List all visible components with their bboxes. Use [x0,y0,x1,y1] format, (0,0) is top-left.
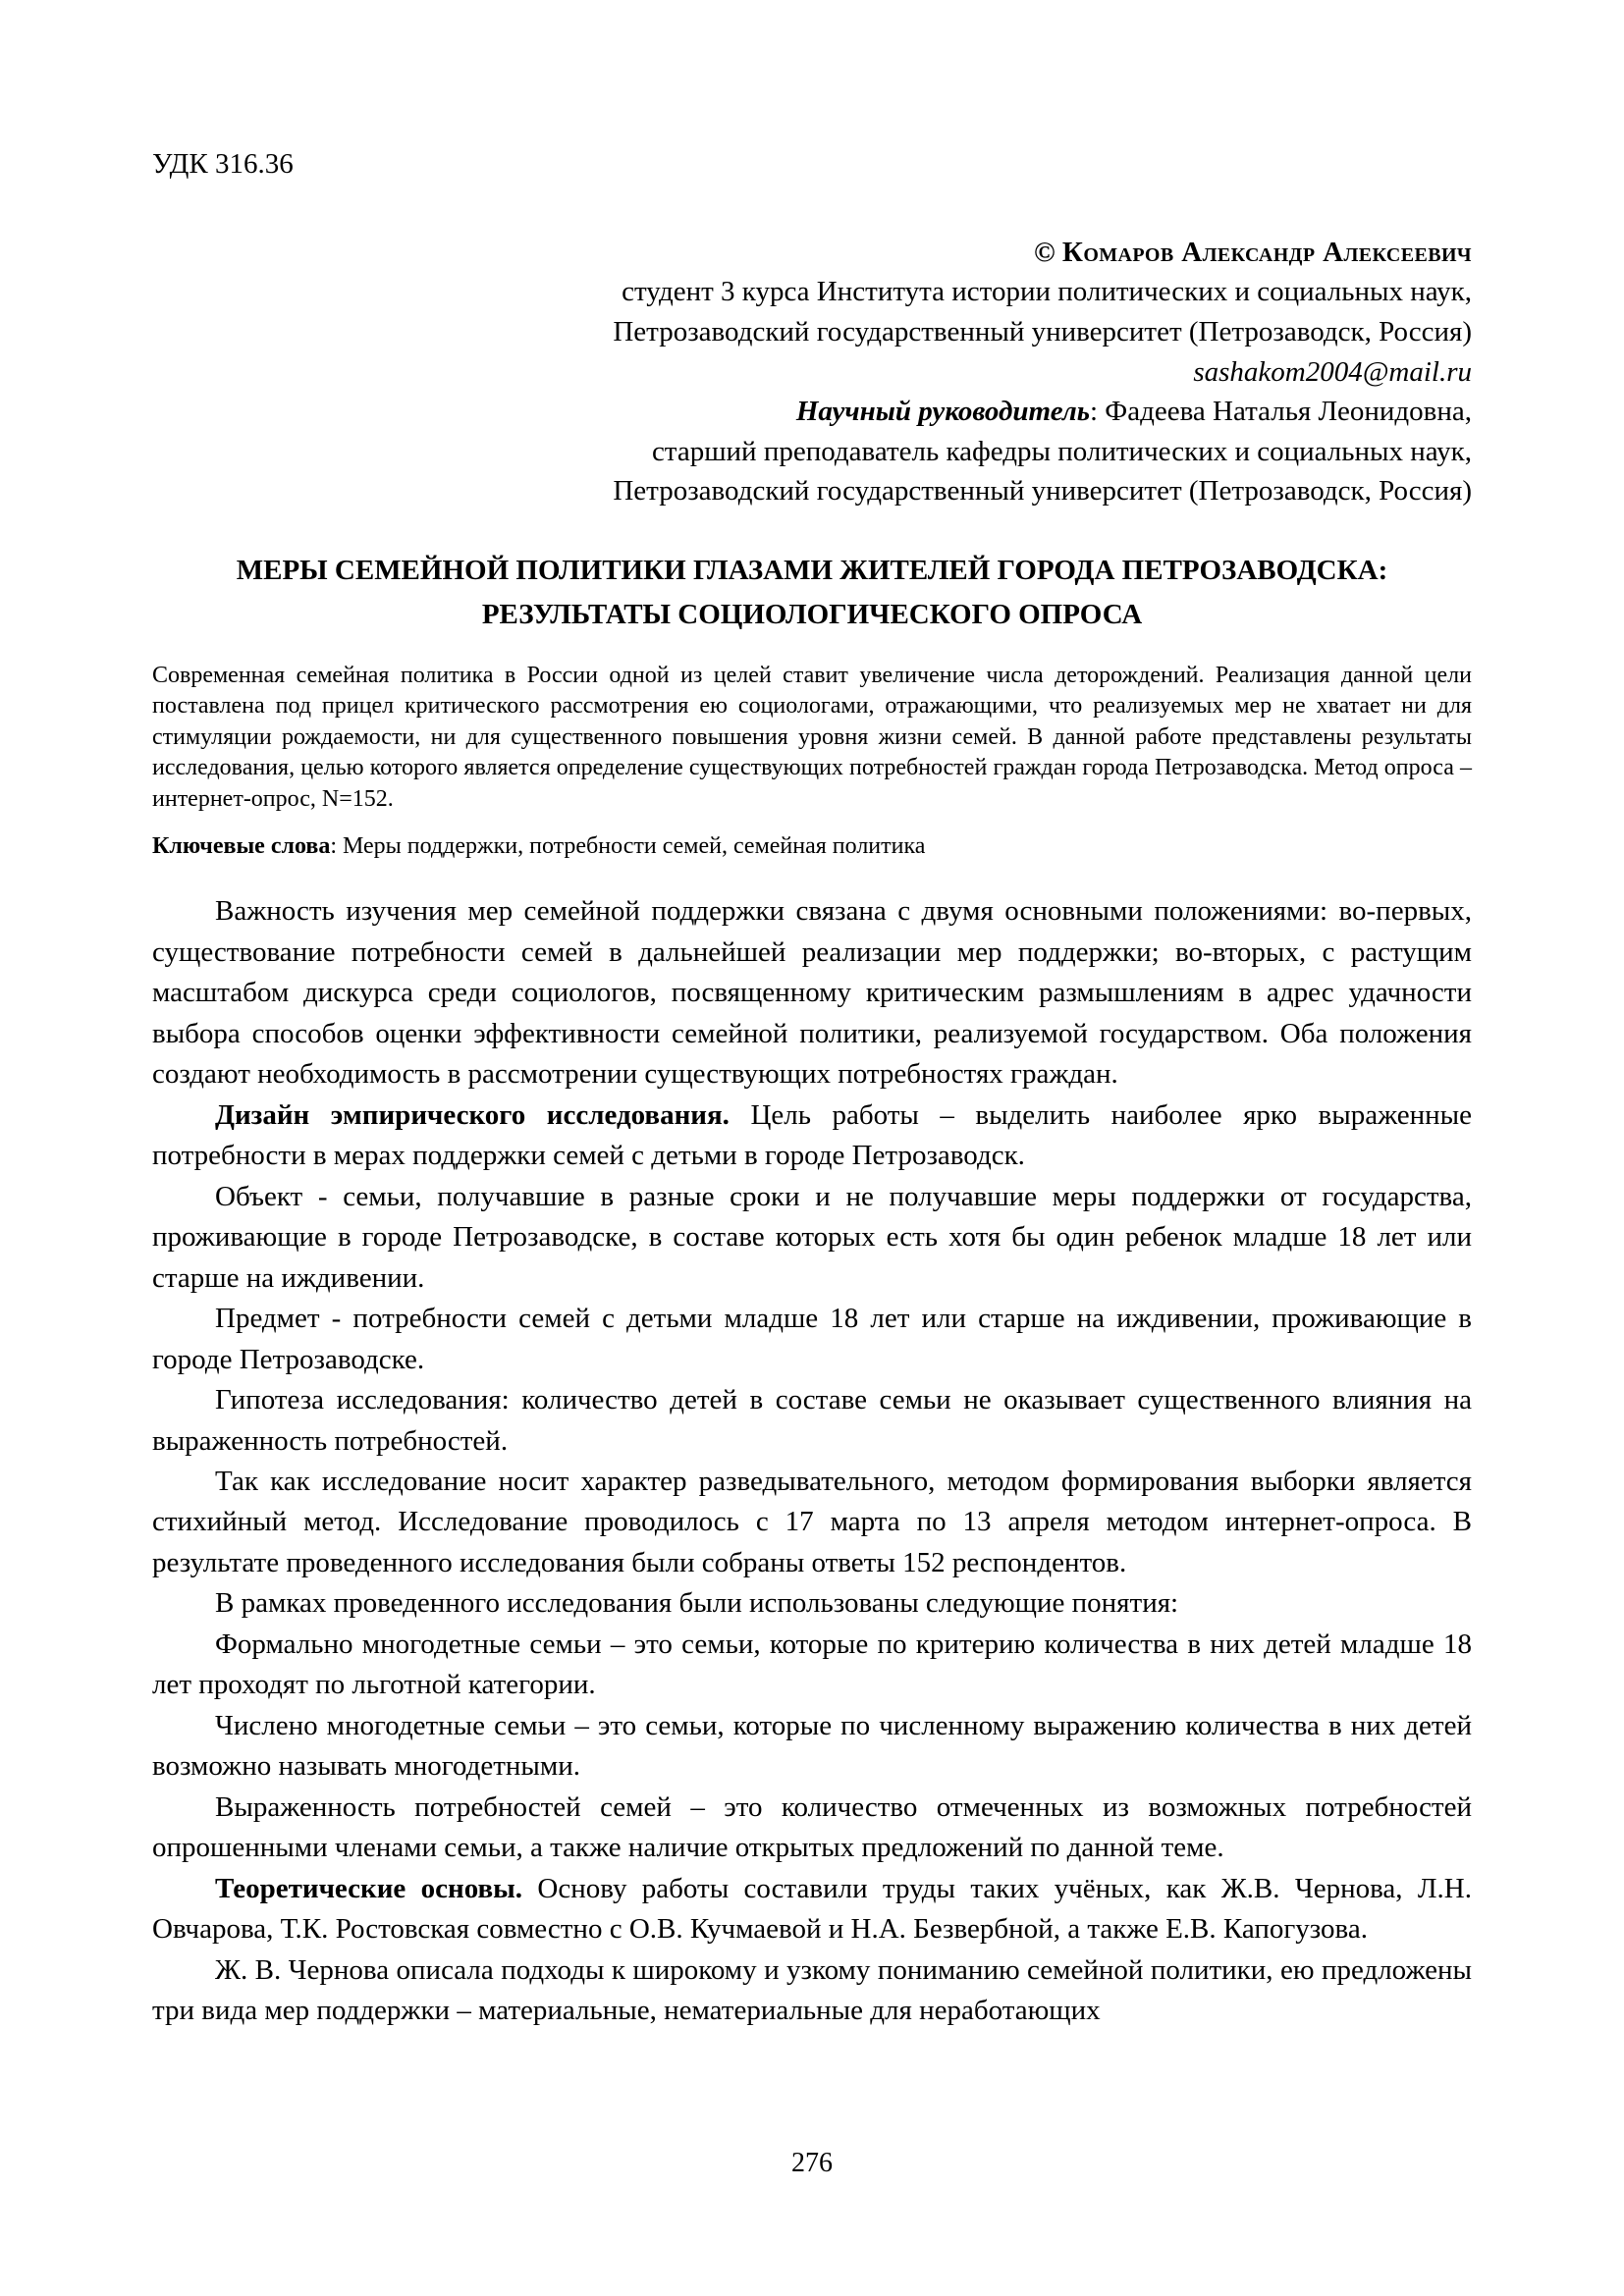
body-paragraph [152,891,1472,1095]
udc-code: УДК 316.36 [152,148,294,180]
paragraph-text: Формально многодетные семьи – это семьи, которые по критерию количества в них детей младше 18 лет проходят по льготной категории. [152,1628,1472,1701]
body-paragraph [152,1299,1472,1380]
paragraph-text: Цель работы – выделить наиболее ярко выраженные потребности в мерах поддержки семей с детьми в городе Петрозаводск. [152,1098,1473,1172]
paragraph-text: В рамках проведенного исследования были использованы следующие понятия: [215,1587,1179,1620]
paragraph-text: Основу работы составили труды таких учёных, как Ж.В. Чернова, Л.Н. Овчарова, Т.К. Ростовская совместно с О.В. Кучмаевой и Н.А. Безвербной, а также Е.В. Капогузова. [152,1872,1472,1946]
body-paragraph [152,1706,1472,1788]
body-paragraph [152,1462,1472,1583]
supervisor-line [152,392,1472,432]
body-paragraph [152,1869,1472,1950]
paragraph-text: Ж. В. Чернова описала подходы к широкому и узкому пониманию семейной политики, ею предложены три вида мер поддержки – материальные, нематериальные для неработающих [152,1953,1472,2027]
keywords-line [152,831,1472,862]
body-paragraph [152,1583,1472,1624]
author-affiliation-line-1: студент 3 курса Института истории политических и социальных наук, [622,276,1472,308]
paragraph-text: Важность изучения мер семейной поддержки связана с двумя основными положениями: во-первых, существование потребности семей в дальнейшей реализации мер поддержки; во-вторых, с растущим масштабом дискурса среди социологов, посвященному критическим размышлениям в адрес удачности выбора способов оценки эффективности семейной политики, реализуемой государством. Оба положения создают необходимость в рассмотрении существующих потребностях граждан. [152,895,1472,1091]
page-content [152,0,1472,2032]
author-name-line [152,233,1472,273]
copyright-symbol: © [1033,236,1062,268]
author-name: Комаров Александр Алексеевич [1061,236,1472,268]
paragraph-text: Объект - семьи, получавшие в разные сроки и не получавшие меры поддержки от государства, проживающие в городе Петрозаводске, в составе которых есть хотя бы один ребенок младше 18 лет или старше на иждивении. [152,1180,1472,1294]
body-paragraph [152,1788,1472,1869]
paragraph-text: Выраженность потребностей семей – это количество отмеченных из возможных потребностей опрошенными членами семьи, а также наличие открытых предложений по данной теме. [152,1790,1472,1864]
page-number: 276 [791,2148,833,2178]
supervisor-label: Научный руководитель [795,396,1090,428]
author-email: sashakom2004@mail.ru [1193,355,1472,388]
paragraph-lead: Дизайн эмпирического исследования. [215,1098,730,1131]
article-title: МЕРЫ СЕМЕЙНОЙ ПОЛИТИКИ ГЛАЗАМИ ЖИТЕЛЕЙ ГОРОДА ПЕТРОЗАВОДСКА: РЕЗУЛЬТАТЫ СОЦИОЛОГИЧЕСКОГО ОПРОСА [236,554,1388,630]
paragraph-text: Числено многодетные семьи – это семьи, которые по численному выражению количества в них детей возможно называть многодетными. [152,1709,1472,1783]
abstract-text: Современная семейная политика в России одной из целей ставит увеличение числа деторождений. Реализация данной цели поставлена под прицел критического рассмотрения ею социологами, отражающими, что реализуемых мер не хватает ни для стимуляции рождаемости, ни для существенного повышения уровня жизни семей. В данной работе представлены результаты исследования, целью которого является определение существующих потребностей граждан города Петрозаводска. Метод опроса – интернет-опрос, N=152. [152,662,1472,812]
paragraph-lead: Теоретические основы. [215,1872,523,1904]
supervisor-affiliation-line-2: Петрозаводский государственный университет (Петрозаводск, Россия) [613,475,1472,507]
paragraph-text: Так как исследование носит характер разведывательного, методом формирования выборки является стихийный метод. Исследование проводилось с 17 марта по 13 апреля методом интернет-опроса. В результате проведенного исследования были собраны ответы 152 респондентов. [152,1466,1472,1578]
paragraph-text: Гипотеза исследования: количество детей в составе семьи не оказывает существенного влияния на выраженность потребностей. [152,1384,1472,1457]
paragraph-text: Предмет - потребности семей с детьми младше 18 лет или старше на иждивении, проживающие в городе Петрозаводске. [152,1303,1472,1375]
keywords-label: Ключевые слова [152,833,331,860]
article-body [152,891,1472,2031]
author-block [152,233,1472,511]
supervisor-affiliation-line-1: старший преподаватель кафедры политических и социальных наук, [651,435,1472,467]
keywords-list: : Меры поддержки, потребности семей, семейная политика [330,833,926,860]
author-affiliation-line-2: Петрозаводский государственный университет (Петрозаводск, Россия) [613,315,1472,347]
body-paragraph [152,1950,1472,2032]
supervisor-name: : Фадеева Наталья Леонидовна, [1090,396,1472,428]
body-paragraph [152,1177,1472,1299]
body-paragraph [152,1095,1472,1177]
body-paragraph [152,1380,1472,1462]
body-paragraph [152,1625,1472,1706]
